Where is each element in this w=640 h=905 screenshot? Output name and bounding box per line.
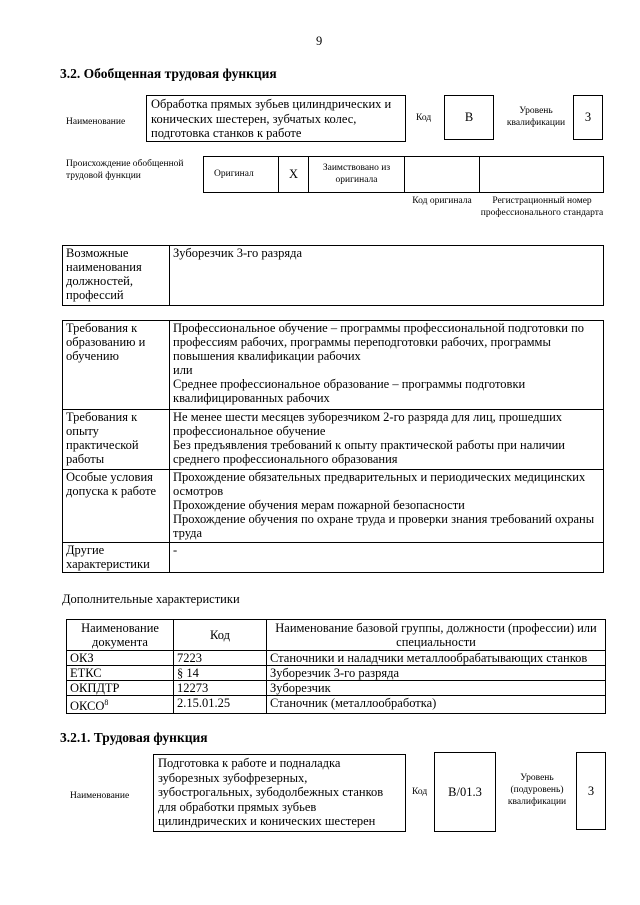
additional-title: Дополнительные характеристики (62, 592, 240, 606)
origin-reg-cell (479, 157, 603, 192)
requirements-table (62, 320, 604, 573)
gtf-level-value: 3 (584, 110, 592, 124)
tf-name-value: Подготовка к работе и подналадка зуборезных зубофрезерных, зубострогальных, зубодолбежных станков для обработки прямых зубьев цилиндрических и конических шестерен (158, 756, 384, 828)
origin-code-caption: Код оригинала (412, 196, 472, 206)
cell-doc: ОКПДТР (67, 681, 174, 696)
page-number: 9 (316, 34, 323, 48)
requirement-label: Требования к опыту практической работы (63, 410, 170, 470)
requirement-row (63, 321, 604, 410)
gtf-code-value: В (464, 110, 474, 124)
table-row (67, 696, 606, 714)
subsection-title: 3.2.1. Трудовая функция (60, 730, 208, 745)
cell-name: Станочник (металлообработка) (267, 696, 606, 714)
header-name: Наименование базовой группы, должности (профессии) или специальности (267, 620, 606, 651)
positions-label: Возможные наименования должностей, профессий (63, 246, 170, 306)
origin-reg-caption: Регистрационный номер профессионального стандарта (480, 196, 604, 218)
requirement-row (63, 470, 604, 543)
requirement-row (63, 410, 604, 470)
cell-code: § 14 (174, 666, 267, 681)
additional-table (66, 619, 606, 714)
origin-original-mark: X (278, 157, 308, 192)
table-row (67, 681, 606, 696)
gtf-name-label: Наименование (66, 117, 126, 127)
tf-name-box (153, 754, 406, 832)
tf-code-box (434, 752, 496, 832)
tf-level-box (576, 752, 606, 830)
cell-name: Зуборезчик 3-го разряда (267, 666, 606, 681)
cell-doc: ЕТКС (67, 666, 174, 681)
requirement-row (63, 543, 604, 573)
requirement-value: Прохождение обязательных предварительных и периодических медицинских осмотров Прохождение обучения мерам пожарной безопасности Прохождение обучения по охране труда и проверки знания требований охраны труда (170, 470, 604, 543)
requirement-value: Не менее шести месяцев зуборезчиком 2-го разряда для лиц, прошедших профессиональное обучение Без предъявления требований к опыту практической работы при наличии среднего профессионального образования (170, 410, 604, 470)
requirement-value: - (170, 543, 604, 573)
gtf-name-value: Обработка прямых зубьев цилиндрических и конических шестерен, зубчатых колес, подготовка станков к работе (151, 97, 392, 140)
tf-level-label: Уровень (подуровень) квалификации (507, 773, 567, 807)
additional-header-row (67, 620, 606, 651)
gtf-code-box (444, 95, 494, 140)
tf-code-label: Код (412, 787, 428, 797)
requirement-label: Другие характеристики (63, 543, 170, 573)
tf-level-value: 3 (587, 784, 595, 798)
cell-doc (67, 696, 174, 714)
requirement-label: Особые условия допуска к работе (63, 470, 170, 543)
header-code: Код (174, 620, 267, 651)
requirement-label: Требования к образованию и обучению (63, 321, 170, 410)
cell-name: Станочники и наладчики металлообрабатывающих станков (267, 651, 606, 666)
tf-code-value: В/01.3 (448, 785, 482, 799)
tf-name-label: Наименование (70, 791, 130, 801)
gtf-level-label: Уровень квалификации (506, 106, 566, 128)
cell-code: 12273 (174, 681, 267, 696)
gtf-name-box (146, 95, 406, 142)
cell-code: 7223 (174, 651, 267, 666)
section-title: 3.2. Обобщенная трудовая функция (60, 66, 277, 81)
header-doc: Наименование документа (67, 620, 174, 651)
okso-footnote: 8 (104, 698, 109, 707)
table-row (67, 666, 606, 681)
origin-label: Происхождение обобщенной трудовой функции (66, 159, 184, 181)
cell-name: Зуборезчик (267, 681, 606, 696)
okso-label: ОКСО (70, 699, 105, 714)
origin-borrowed-label: Заимствовано из оригинала (308, 157, 404, 192)
cell-doc: ОКЗ (67, 651, 174, 666)
origin-code-cell (404, 157, 479, 192)
origin-original-label: Оригинал (214, 169, 254, 179)
positions-table (62, 245, 604, 306)
cell-code: 2.15.01.25 (174, 696, 267, 714)
origin-table (203, 156, 604, 193)
positions-value: Зуборезчик 3-го разряда (170, 246, 604, 306)
gtf-code-label: Код (416, 113, 432, 123)
requirement-value: Профессиональное обучение – программы профессиональной подготовки по профессиям рабочих, программы переподготовки рабочих, программы повышения квалификации рабочих или Среднее профессиональное образование – программы подготовки квалифицированных рабочих (170, 321, 604, 410)
table-row (67, 651, 606, 666)
gtf-level-box (573, 95, 603, 140)
